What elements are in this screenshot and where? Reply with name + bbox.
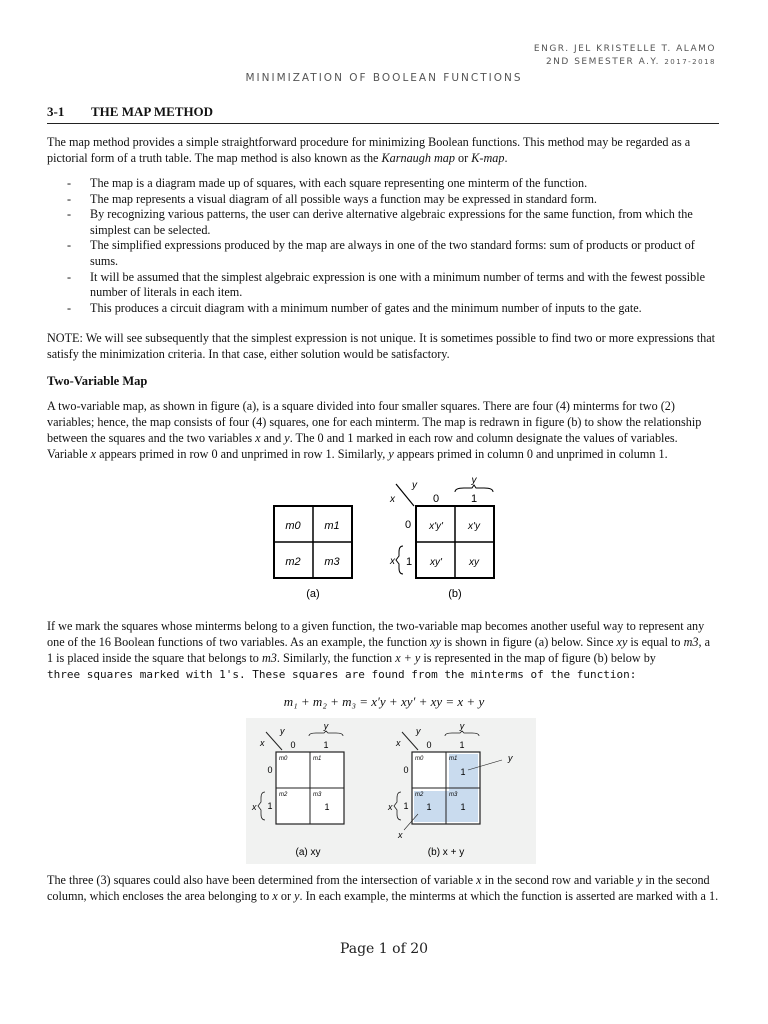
functions-paragraph: If we mark the squares whose minterms belong to a given function, the two-variable map becomes another useful way to represent any one of the 16 Boolean functions of two variables. As an example, the function xy is shown in figure (a) below. Since xy is equal to m3, a 1 is placed inside the square that belongs to m3. Similarly, the function x + y is represented in the map of figure (b) below by three squares marked with 1's. These squares are found from the minterms of the function: [47, 619, 710, 681]
fig2-label-a: (a) xy [295, 847, 321, 858]
svg-text:0: 0 [403, 765, 409, 775]
svg-text:y: y [416, 726, 421, 736]
cell-m1: m1 [324, 520, 340, 532]
semester-year: 2017-2018 [664, 58, 716, 66]
svg-text:1: 1 [460, 767, 466, 777]
svg-text:1: 1 [459, 740, 465, 750]
semester [546, 57, 716, 67]
intro-or: or [455, 151, 472, 165]
svg-text:x: x [252, 802, 257, 812]
kmap-a [274, 506, 352, 600]
svg-text:0: 0 [267, 765, 273, 775]
cell-xy: xy [469, 557, 479, 568]
figure-kmap-ab [262, 474, 502, 606]
kmap-b [389, 475, 494, 600]
svg-text:0: 0 [426, 740, 432, 750]
document-title: MINIMIZATION OF BOOLEAN FUNCTIONS [245, 72, 523, 84]
list-item: - By recognizing various patterns, the user can derive alternative algebraic expressions for the same function, from which the simplest can be selected. [67, 207, 693, 237]
fig2-label-b: (b) x + y [427, 847, 465, 858]
svg-text:m1: m1 [313, 756, 322, 762]
svg-text:y: y [459, 721, 465, 731]
cell-m3: m3 [324, 556, 340, 568]
two-variable-heading: Two-Variable Map [47, 374, 148, 388]
figure-kmap-functions [246, 718, 536, 864]
cell-xpy: x'y [468, 521, 480, 532]
svg-text:m1: m1 [449, 756, 458, 762]
fig2a-one: 1 [324, 802, 330, 812]
cell-m0: m0 [285, 520, 301, 532]
fig1-col0: 0 [432, 493, 440, 505]
section-title: THE MAP METHOD [91, 104, 214, 119]
cell-m2: m2 [285, 556, 301, 568]
svg-text:1: 1 [426, 802, 432, 812]
list-item: - This produces a circuit diagram with a minimum number of gates and the minimum number of inputs to the gate. [67, 300, 642, 315]
svg-text:m3: m3 [313, 792, 322, 798]
fig1-var-x: x [390, 494, 395, 505]
semester-label: 2ND SEMESTER A.Y. [545, 57, 660, 67]
intro-end: . [504, 151, 508, 165]
svg-text:m2: m2 [279, 792, 288, 798]
page-number: Page 1 of 20 [339, 941, 429, 957]
svg-text:x: x [260, 738, 265, 748]
svg-text:x: x [398, 830, 403, 840]
bullet-list [47, 176, 719, 316]
fig1-label-a: (a) [306, 588, 320, 600]
svg-text:1: 1 [323, 740, 329, 750]
list-item: - The map represents a visual diagram of all possible ways a function may be expressed in standard form. [67, 191, 597, 206]
fig1-row0: 0 [404, 519, 412, 531]
cell-xpyp: x'y' [429, 521, 443, 532]
svg-text:1: 1 [403, 801, 409, 811]
fig1-var-y-corner: y [412, 480, 417, 491]
fig1-col1: 1 [470, 493, 478, 505]
svg-text:y: y [280, 726, 285, 736]
list-item: - It will be assumed that the simplest algebraic expression is one with a minimum number of terms and with the fewest possible number of literals in each item. [67, 269, 706, 300]
fig1-var-x-side: x [390, 556, 395, 567]
list-item: - The map is a diagram made up of squares, with each square representing one minterm of the function. [67, 176, 588, 190]
intro-text: The map method provides a simple straightforward procedure for minimizing Boolean functions. This method may be regarded as a pictorial form of a truth table. The map method is also known as the [47, 135, 691, 165]
term-kmap: K-map [471, 151, 505, 165]
svg-text:1: 1 [267, 801, 273, 811]
svg-text:m0: m0 [279, 756, 288, 762]
list-item: - The simplified expressions produced by the map are always in one of the two standard forms: sum of products or product of sums. [67, 238, 695, 268]
section-number: 3-1 [47, 104, 65, 119]
section-heading [47, 104, 719, 124]
svg-text:0: 0 [290, 740, 296, 750]
minterm-equation: m₁ + m₂ + m₃ = x′y + xy′ + xy = x + y [283, 694, 485, 709]
term-karnaugh: Karnaugh map [381, 151, 455, 165]
svg-text:y: y [323, 721, 329, 731]
svg-text:1: 1 [460, 802, 466, 812]
intersection-paragraph: The three (3) squares could also have been determined from the intersection of variable x in the second row and variable y in the second column, which encloses the area belonging to x or y. In each example, the minterms at which the function is asserted are marked with a 1. [47, 873, 719, 903]
svg-text:x: x [396, 738, 401, 748]
cell-xyp: xy' [430, 557, 442, 568]
svg-text:m0: m0 [415, 756, 424, 762]
svg-text:m2: m2 [415, 792, 424, 798]
fig1-var-y-top: y [471, 475, 477, 486]
note-paragraph: NOTE: We will see subsequently that the simplest expression is not unique. It is sometimes possible to find two or more expressions that satisfy the minimization criteria. In that case, either solution would be satisfactory. [47, 331, 716, 361]
author-name: ENGR. JEL KRISTELLE T. ALAMO [533, 44, 716, 54]
two-variable-paragraph: A two-variable map, as shown in figure (a), is a square divided into four smaller squares. There are four (4) minterms for two (2) variables; hence, the map consists of four (4) squares, one for each minterm. The map is redrawn in figure (b) to show the relationship between the squares and the two variables x and y. The 0 and 1 marked in each row and column designate the values of variables. Variable x appears primed in row 0 and unprimed in row 1. Similarly, y appears primed in column 0 and unprimed in column 1. [47, 399, 702, 461]
svg-text:x: x [388, 802, 393, 812]
fig1-label-b: (b) [448, 588, 462, 600]
intro-paragraph [47, 134, 719, 166]
svg-text:y: y [508, 753, 513, 763]
svg-text:m3: m3 [449, 792, 458, 798]
fig1-row1: 1 [405, 556, 413, 568]
